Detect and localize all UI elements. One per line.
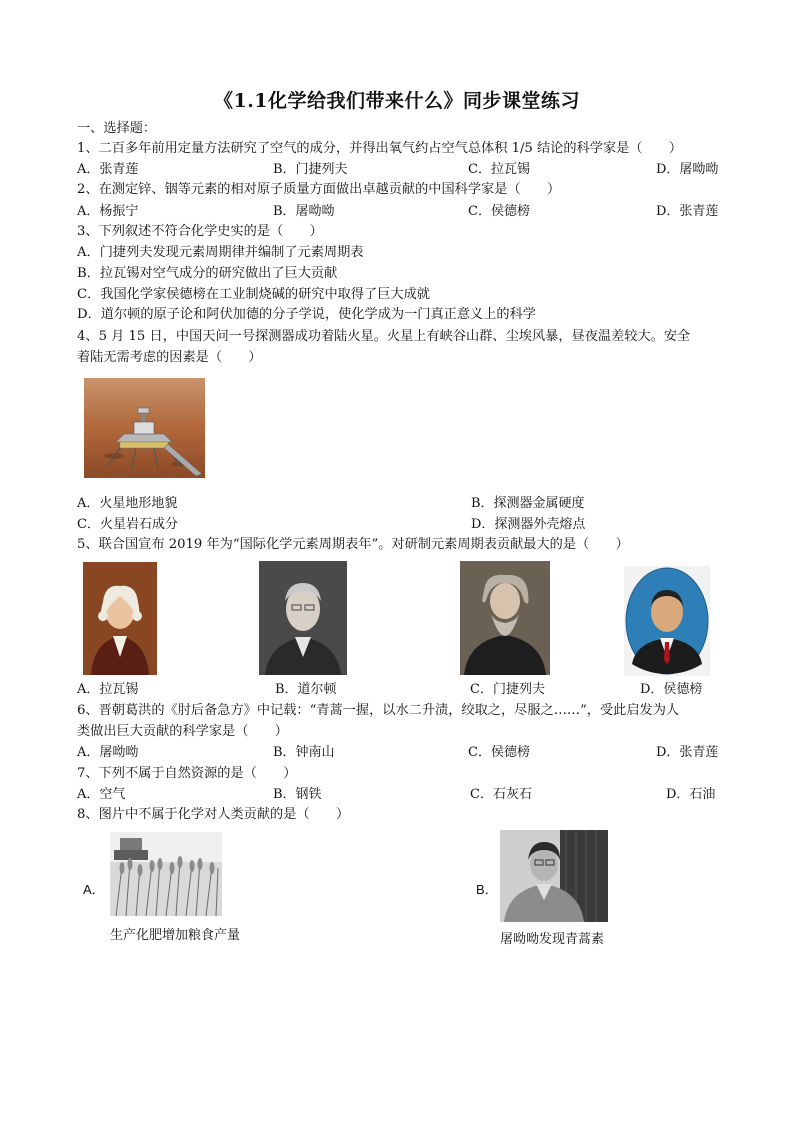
question-2-stem: 2、在测定锌、铟等元素的相对原子质量方面做出卓越贡献的中国科学家是（ ） [77,182,561,197]
q4-option-d: D．探测器外壳熔点 [471,517,586,532]
q1-option-b: B．门捷列夫 [273,162,348,177]
question-4-stem-line1: 4、5 月 15 日，中国天问一号探测器成功着陆火星。火星上有峡谷山群、尘埃风暴，昼夜温差较大。安全 [77,329,691,344]
portrait-mendeleev-image [460,561,550,675]
q7-option-c: C．石灰石 [470,787,532,802]
q8-option-a-caption: 生产化肥增加粮食产量 [110,928,241,943]
question-6-stem-line1: 6、晋朝葛洪的《肘后备急方》中记载：“青蒿一握，以水二升渍，绞取之，尽服之……”，受此启发为人 [77,703,680,718]
q3-option-b: B．拉瓦锡对空气成分的研究做出了巨大贡献 [77,266,338,281]
q4-option-a: A．火星地形地貌 [77,496,178,511]
q5-option-d: D．侯德榜 [640,682,703,697]
q7-option-a: A．空气 [77,787,126,802]
q7-option-d: D．石油 [666,787,716,802]
question-6-stem-line2: 类做出巨大贡献的科学家是（ ） [77,724,288,739]
question-4-stem-line2: 着陆无需考虑的因素是（ ） [77,350,262,365]
q5-option-b: B．道尔顿 [275,682,337,697]
q2-option-d: D．张青莲 [656,204,719,219]
q2-option-a: A．杨振宁 [77,204,139,219]
q6-option-a: A．屠呦呦 [77,745,139,760]
question-1-stem: 1、二百多年前用定量方法研究了空气的成分，并得出氧气约占空气总体积 1/5 结论的科学家是（ ） [77,141,683,156]
tu-youyou-photo-image [500,830,608,922]
page-title: 《1.1化学给我们带来什么》同步课堂练习 [213,90,581,112]
q8-option-b-label: B． [476,882,498,897]
portrait-lavoisier-image [83,562,157,675]
q1-option-c: C．拉瓦锡 [468,162,530,177]
q1-option-a: A．张青莲 [77,162,139,177]
portrait-dalton-image [259,561,347,675]
q8-option-a-label: A． [83,882,105,897]
q5-option-a: A．拉瓦锡 [77,682,139,697]
q3-option-c: C．我国化学家侯德榜在工业制烧碱的研究中取得了巨大成就 [77,287,430,302]
section-heading: 一、选择题： [77,121,157,136]
question-5-stem: 5、联合国宣布 2019 年为“国际化学元素周期表年”。对研制元素周期表贡献最大的是（ ） [77,537,629,552]
portrait-hou-debang-image [624,566,710,676]
q3-option-d: D．道尔顿的原子论和阿伏加德的分子学说，使化学成为一门真正意义上的科学 [77,307,536,322]
q1-option-d: D．屠呦呦 [656,162,719,177]
mars-lander-image [84,378,205,478]
question-7-stem: 7、下列不属于自然资源的是（ ） [77,766,297,781]
q8-option-b-caption: 屠呦呦发现青蒿素 [500,932,605,947]
q2-option-c: C．侯德榜 [468,204,530,219]
q2-option-b: B．屠呦呦 [273,204,335,219]
wheat-harvest-image [110,832,222,916]
question-8-stem: 8、图片中不属于化学对人类贡献的是（ ） [77,807,350,822]
q7-option-b: B．钢铁 [273,787,322,802]
q4-option-c: C．火星岩石成分 [77,517,178,532]
question-3-stem: 3、下列叙述不符合化学史实的是（ ） [77,224,323,239]
q5-option-c: C．门捷列夫 [470,682,545,697]
q6-option-c: C．侯德榜 [468,745,530,760]
q6-option-d: D．张青莲 [656,745,719,760]
q3-option-a: A．门捷列夫发现元素周期律并编制了元素周期表 [77,245,364,260]
q4-option-b: B．探测器金属硬度 [471,496,585,511]
q6-option-b: B．钟南山 [273,745,335,760]
